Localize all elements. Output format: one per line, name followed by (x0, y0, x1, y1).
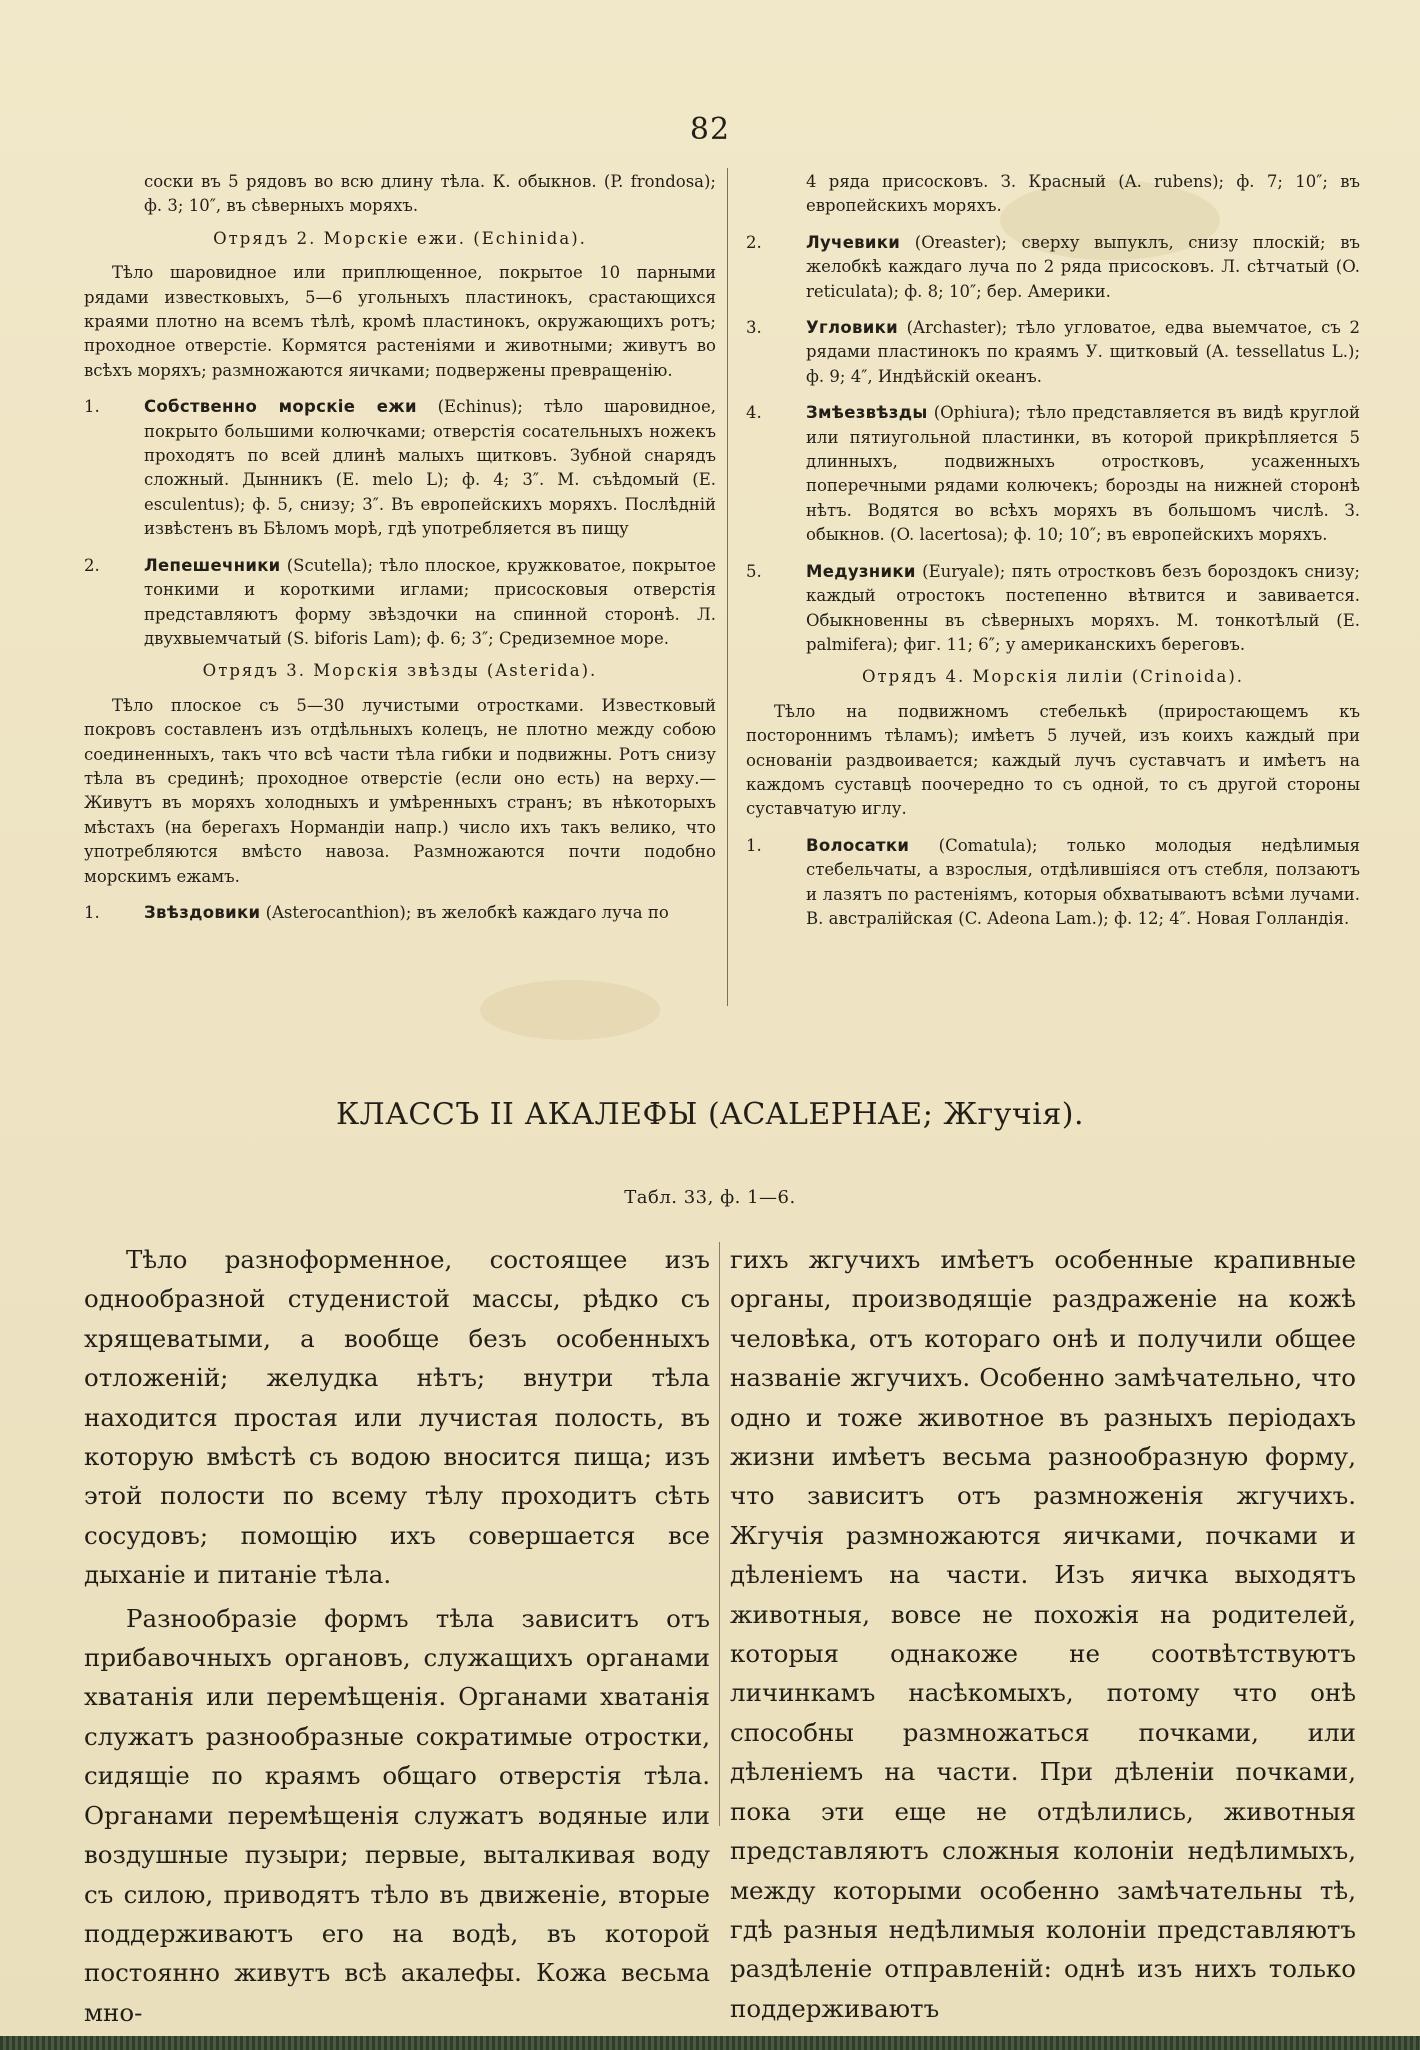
order-heading: Отрядъ 4. Морскія лиліи (Crinoida). (861, 667, 1245, 687)
genus-entry (84, 901, 716, 925)
genus-name: Волосатки (806, 835, 910, 855)
entry-number: 1. (84, 902, 100, 922)
genus-entry (746, 316, 1360, 389)
genus-description: (Archaster); тѣло угловатое, едва выемчатое, съ 2 рядами пластинокъ по краямъ У. щитковый (A. tessellatus L.); ф. 9; 4″, Индѣйскій океанъ. (806, 318, 1360, 386)
body-paragraph: Тѣло разноформенное, состоящее изъ однообразной студенистой массы, рѣдко съ хрящеватыми, а вообще безъ особенныхъ отложеній; желудка нѣтъ; внутри тѣла находится простая или лучистая полость, въ которую вмѣстѣ съ водою вносится пища; изъ этой полости по всему тѣлу проходитъ сѣть сосудовъ; помощію ихъ совершается все дыханіе и питаніе тѣла. (84, 1245, 710, 1590)
entry-number: 5. (746, 561, 762, 581)
class-title: КЛАССЪ II АКАЛЕФЫ (ACALEPHAE; Жгучія). (335, 1097, 1085, 1132)
genus-name: Змѣезвѣзды (806, 403, 928, 423)
entry-number: 2. (84, 555, 100, 575)
order-description: Тѣло на подвижномъ стебелькѣ (приростающемъ къ постороннимъ тѣламъ); имѣетъ 5 лучей, изъ коихъ каждый при основаніи раздвоивается; каждый лучъ суставчатъ и имѣетъ на каждомъ суставцѣ поочередно то съ одной, то съ другой стороны суставчатую иглу. (746, 701, 1360, 819)
genus-entry (84, 395, 716, 541)
genus-entry (746, 560, 1360, 658)
genus-description: (Scutella); тѣло плоское, кружковатое, покрытое тонкими и короткими иглами; присосковыя отверстія представляютъ форму звѣздочки на спинной сторонѣ. Л. двухвыемчатый (S. biforis Lam); ф. 6; 3″; Средиземное море. (144, 555, 716, 648)
body-right-column (730, 1240, 1356, 2028)
genus-name: Угловики (806, 318, 898, 338)
genus-description: (Comatula); только молодыя недѣлимыя стебельчаты, а взрослыя, отдѣлившіяся отъ стебля, ползаютъ и лазятъ по растеніямъ, которыя обхватываютъ всѣми лучами. В. австралійская (C. Adeona Lam.); ф. 12; 4″. Новая Голландія. (806, 835, 1360, 928)
entry-number: 1. (746, 835, 762, 855)
order-description: Тѣло плоское съ 5—30 лучистыми отростками. Известковый покровъ составленъ изъ отдѣльныхъ колецъ, не плотно между собою соединенныхъ, такъ что всѣ части тѣла гибки и подвижны. Ротъ снизу тѣла въ срединѣ; проходное отверстіе (если оно есть) на верху.—Живутъ въ моряхъ холодныхъ и умѣренныхъ странъ; въ нѣкоторыхъ мѣстахъ (на берегахъ Нормандіи напр.) число ихъ такъ велико, что употребляются вмѣсто навоза. Размножаются почти подобно морскимъ ежамъ. (84, 695, 716, 886)
continued-text: 4 ряда присосковъ. З. Красный (A. rubens); ф. 7; 10″; въ европейскихъ моряхъ. (806, 172, 1360, 216)
genus-name: Медузники (806, 561, 916, 581)
column-divider (727, 168, 728, 1006)
plate-reference: Табл. 33, ф. 1—6. (624, 1187, 796, 1208)
paper-stain (480, 980, 660, 1040)
body-paragraph: Разнообразіе формъ тѣла зависитъ отъ прибавочныхъ органовъ, служащихъ органами хватанія или перемѣщенія. Органами хватанія служатъ разнообразные сократимые отростки, сидящіе по краямъ общаго отверстія тѣла. Органами перемѣщенія служатъ водяные или воздушные пузыри; первые, выталкивая воду съ силою, приводятъ тѣло въ движеніе, вторые поддерживаютъ его на водѣ, въ которой постоянно живутъ всѣ акалефы. Кожа весьма мно- (84, 1603, 710, 2027)
genus-entry (746, 834, 1360, 932)
continued-text: соски въ 5 рядовъ во всю длину тѣла. К. обыкнов. (P. frondosa); ф. 3; 10″, въ сѣверныхъ моряхъ. (144, 172, 716, 216)
genus-description: (Euryale); пять отростковъ безъ бороздокъ снизу; каждый отростокъ постепенно вѣтвится и завивается. Обыкновенны въ сѣверныхъ моряхъ. М. тонкотѣлый (E. palmifera); фиг. 11; 6″; у американскихъ береговъ. (806, 561, 1360, 654)
entry-number: 1. (84, 397, 100, 417)
genus-name: Собственно морскіе ежи (144, 397, 417, 417)
genus-name: Лучевики (806, 232, 901, 252)
genus-description: (Echinus); тѣло шаровидное, покрыто большими колючками; отверстія сосательныхъ ножекъ проходятъ по всей длинѣ малыхъ щитковъ. Зубной снарядъ сложный. Дынникъ (E. melo L); ф. 4; 3″. М. съѣдомый (E. esculentus); ф. 5, снизу; 3″. Въ европейскихъ моряхъ. Послѣдній извѣстенъ въ Бѣломъ морѣ, гдѣ употребляется въ пищу (144, 397, 716, 539)
genus-description: (Asterocanthion); въ желобкѣ каждаго луча по (265, 902, 669, 922)
page-number: 82 (689, 112, 731, 147)
entry-number: 4. (746, 403, 762, 423)
genus-description: (Ophiura); тѣло представляется въ видѣ круглой или пятиугольной пластинки, въ которой прикрѣпляется 5 длинныхъ, подвижныхъ отростковъ, усаженныхъ поперечными рядами колючекъ; борозды на нижней сторонѣ нѣтъ. Водятся во всѣхъ моряхъ въ большомъ числѣ. З. обыкнов. (O. lacertosa); ф. 10; 10″; въ европейскихъ моряхъ. (806, 403, 1361, 545)
entry-number: 2. (746, 232, 762, 252)
genus-entry (746, 401, 1360, 547)
page-edge-band (0, 2036, 1420, 2050)
order-heading: Отрядъ 2. Морскіе ежи. (Echinida). (213, 228, 587, 248)
genus-name: Лепешечники (144, 555, 281, 575)
genus-name: Звѣздовики (144, 902, 261, 922)
body-paragraph: гихъ жгучихъ имѣетъ особенные крапивные органы, производящіе раздраженіе на кожѣ человѣка, отъ котораго онѣ и получили общее названіе жгучихъ. Особенно замѣчательно, что одно и тоже животное въ разныхъ періодахъ жизни имѣетъ весьма разнообразную форму, что зависитъ отъ размноженія жгучихъ. Жгучія размножаются яичками, почками и дѣленіемъ на части. Изъ яичка выходятъ животныя, вовсе не похожія на родителей, которыя однакоже не соотвѣтствуютъ личинкамъ насѣкомыхъ, потому что онѣ способны размножаться почками, или дѣленіемъ на части. При дѣленіи почками, пока эти еще не отдѣлились, животныя представляютъ сложныя колоніи недѣлимыхъ, между которыми особенно замѣчательны тѣ, гдѣ разныя недѣлимыя колоніи представляютъ раздѣленіе отправленій: однѣ изъ нихъ только поддерживаютъ (730, 1245, 1356, 2023)
column-divider (719, 1242, 720, 1826)
order-heading: Отрядъ 3. Морскія звѣзды (Asterida). (202, 661, 598, 681)
genus-description: (Oreaster); сверху выпуклъ, снизу плоскій; въ желобкѣ каждаго луча по 2 ряда присосковъ. Л. сѣтчатый (O. reticulata); ф. 8; 10″; бер. Америки. (806, 232, 1360, 301)
right-column (746, 170, 1360, 931)
genus-entry (84, 554, 716, 652)
order-description: Тѣло шаровидное или приплющенное, покрытое 10 парными рядами известковыхъ, 5—6 угольныхъ пластинокъ, срастающихся краями плотно на всемъ тѣлѣ, кромѣ пластинокъ, окружающихъ ротъ; проходное отверстіе. Кормятся растеніями и животными; живутъ во всѣхъ моряхъ; размножаются яичками; подвержены превращенію. (84, 263, 716, 380)
entry-number: 3. (746, 318, 762, 338)
genus-entry (746, 231, 1360, 304)
left-column (84, 170, 716, 925)
body-left-column (84, 1240, 710, 2032)
